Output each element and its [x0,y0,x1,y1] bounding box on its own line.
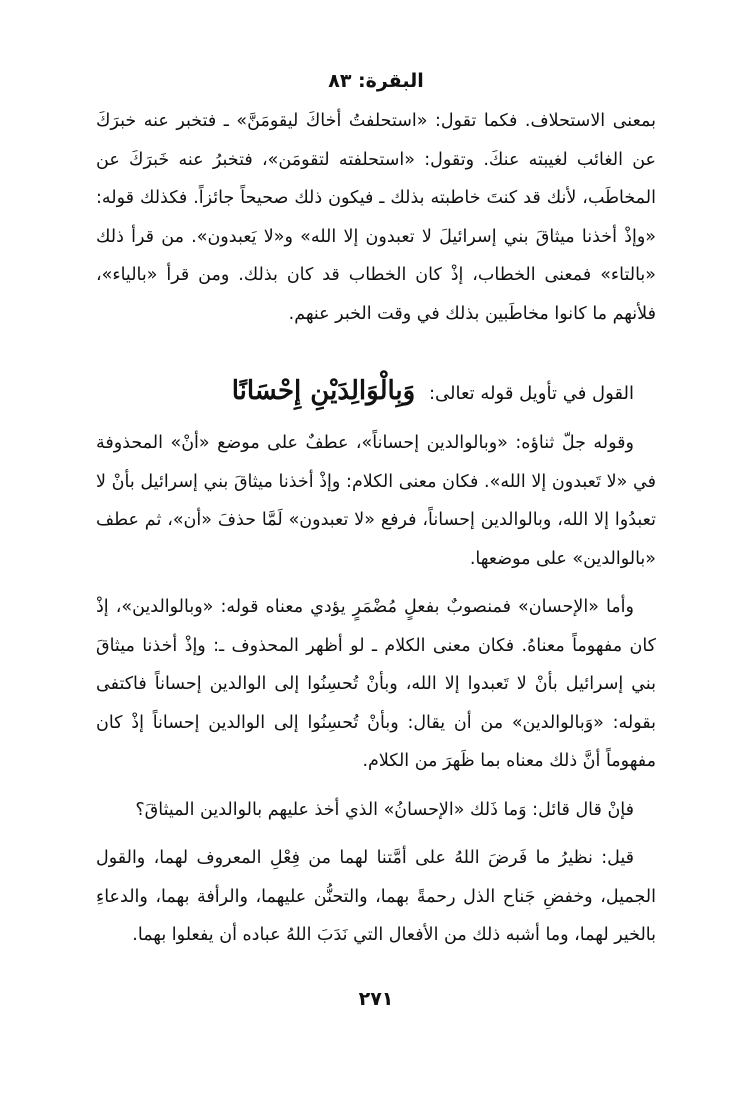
paragraph-4: قيل: نظيرُ ما فَرضَ اللهُ على أمَّتنا لهما من فِعْلِ المعروف لهما، والقول الجميل، وخفضِ جَناح الذل رحمةً بهما، والتحنُّن عليهما، والرأفة بهما، والدعاءِ بالخير لهما، وما أشبه ذلك من الأفعال التي نَدَبَ اللهُ عباده أن يفعلوا بهما. [96,848,656,945]
section-heading [96,369,656,416]
paragraph-1: وقوله جلّ ثناؤه: «وبالوالدين إحساناً»، عطفٌ على موضع «أنْ» المحذوفة في «لا تَعبدون إلا الله». فكان معنى الكلام: وإذْ أخذنا ميثاقَ بني إسرائيل بأنْ لا تعبدُوا إلا الله، وبالوالدين إحساناً، فرفع «لا تعبدون» لَمَّا حذفَ «أن»، ثم عطف «بالوالدين» على موضعها. [96,433,656,569]
heading-prefix: القول في تأويل قوله تعالى: [428,383,634,404]
page-number: ٢٧١ [358,988,394,1010]
quranic-verse: وَبِالْوَالِدَيْنِ إِحْسَانًا [231,376,416,406]
paragraph-3: فإنْ قال قائل: وَما ذَلك «الإحسانُ» الذي أخذ عليهم بالوالدين الميثاقَ؟ [135,799,634,820]
paragraph-2: وأما «الإحسان» فمنصوبٌ بفعلٍ مُضْمَرٍ يؤدي معناه قوله: «وبالوالدين»، إذْ كان مفهوماً معناهُ. فكان معنى الكلام ـ لو أظهر المحذوف ـ: وإذْ أخذنا ميثاقَ بني إسرائيل بأنْ لا تَعبدوا إلا الله، وبأنْ تُحسِنُوا إلى الوالدين إحساناً فاكتفى بقوله: «وَبالوالدين» من أن يقال: وبأنْ تُحسِنُوا إلى الوالدين إحساناً إذْ كان مفهوماً أنَّ ذلك معناه بما ظَهرَ من الكلام. [96,597,656,771]
running-head: البقرة: ٨٣ [328,70,424,92]
paragraph-intro: بمعنى الاستحلاف. فكما تقول: «استحلفتُ أخاكَ ليقومَنَّ» ـ فتخبر عنه خبرَكَ عن الغائب لغيبته عنكَ. وتقول: «استحلفته لتقومَن»، فتخبرُ عنه خَبرَكَ عن المخاطَب، لأنك قد كنتَ خاطبته بذلك ـ فيكون ذلك صحيحاً جائزاً. فكذلك قوله: «وإذْ أخذنا ميثاقَ بني إسرائيلَ لا تعبدون إلا الله» و«لا يَعبدون». من قرأ ذلك «بالتاء» فمعنى الخطاب، إذْ كان الخطاب قد كان بذلك. ومن قرأ «بالياء»، فلأنهم ما كانوا مخاطَبين بذلك في وقت الخبر عنهم. [96,111,656,324]
document-page [96,66,656,1066]
